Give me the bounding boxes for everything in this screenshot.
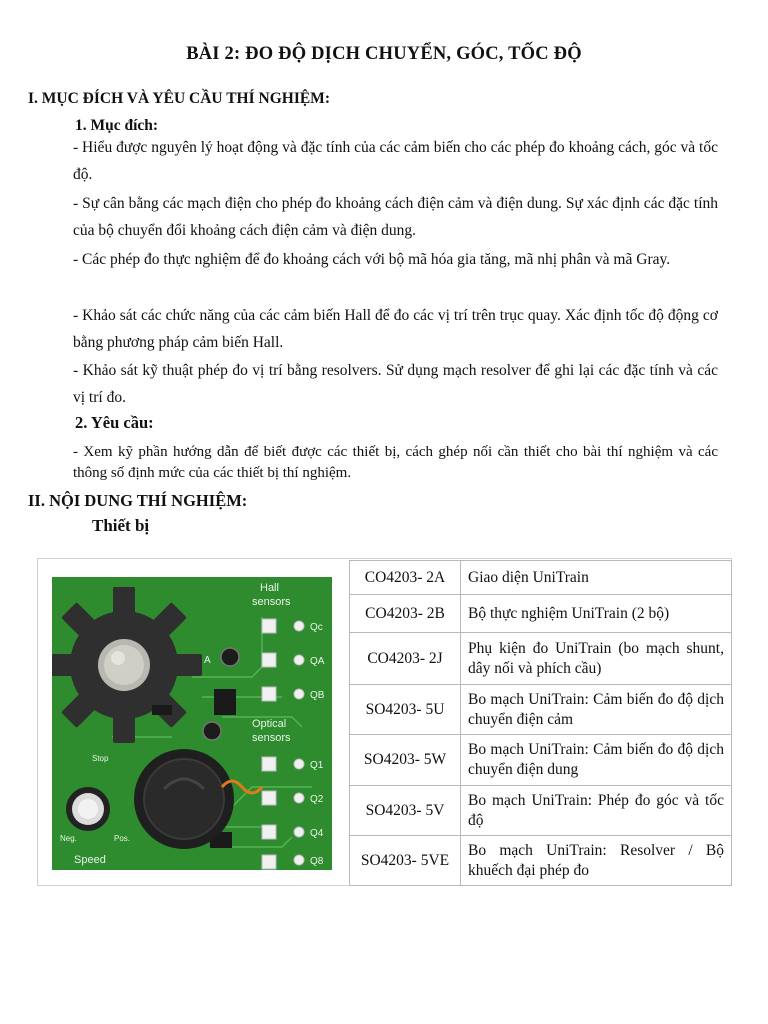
equipment-description: Phụ kiện đo UniTrain (bo mạch shunt, dây nối và phích cầu): [461, 633, 732, 685]
equipment-code: SO4203- 5V: [350, 786, 461, 836]
equipment-description: Bo mạch UniTrain: Cảm biến đo độ dịch chuyển điện dung: [461, 735, 732, 786]
equipment-code: SO4203- 5W: [350, 735, 461, 786]
label-a: A: [204, 655, 211, 666]
label-q8: Q8: [310, 856, 324, 867]
subheading-requirement: 2. Yêu cầu:: [75, 413, 154, 432]
equipment-code: CO4203- 2J: [350, 633, 461, 685]
label-q2: Q2: [310, 794, 324, 805]
capacitor: [221, 648, 239, 666]
table-row: [350, 786, 732, 836]
purpose-item-5: - Khảo sát kỹ thuật phép đo vị trí bằng resolvers. Sử dụng mạch resolver để ghi lại các đặc tính và các vị trí đo.: [73, 362, 718, 406]
table-row: [350, 633, 732, 685]
ic-chip: [152, 705, 172, 715]
equipment-description: Giao diện UniTrain: [461, 561, 732, 595]
encoder-wheel: [52, 587, 202, 743]
purpose-item-1: - Hiểu được nguyên lý hoạt động và đặc tính của các cảm biến cho các phép đo khoảng cách, góc và tốc độ.: [73, 139, 718, 183]
equipment-table: [349, 560, 732, 886]
label-qa: QA: [310, 656, 325, 667]
table-row: [350, 685, 732, 735]
equipment-code: SO4203- 5U: [350, 685, 461, 735]
equipment-description: Bộ thực nghiệm UniTrain (2 bộ): [461, 595, 732, 633]
label-qc: Qc: [310, 622, 323, 633]
label-optical-sensors: sensors: [252, 732, 291, 744]
ic-chip: [214, 689, 236, 715]
equipment-description: Bo mạch UniTrain: Cảm biến đo độ dịch chuyển điện cảm: [461, 685, 732, 735]
purpose-item-4: - Khảo sát các chức năng của các cảm biến Hall để đo các vị trí trên trục quay. Xác định tốc độ động cơ bằng phương pháp cảm biến Hall.: [73, 307, 718, 351]
label-q1: Q1: [310, 760, 324, 771]
label-neg: Neg.: [60, 834, 77, 843]
purpose-item-2: - Sự cân bằng các mạch điện cho phép đo khoảng cách điện cảm và điện dung. Sự xác định các đặc tính của bộ chuyển đổi khoảng cách điện cảm và điện dung.: [73, 195, 718, 239]
capacitor: [203, 722, 221, 740]
equipment-label: Thiết bị: [92, 516, 150, 535]
table-row: [350, 836, 732, 886]
equipment-description: Bo mạch UniTrain: Resolver / Bộ khuếch đại phép đo: [461, 836, 732, 886]
label-hall-sensors: sensors: [252, 596, 291, 608]
section-heading-content: II. NỘI DUNG THÍ NGHIỆM:: [28, 491, 248, 510]
speed-knob: [66, 787, 110, 831]
label-q4: Q4: [310, 828, 324, 839]
equipment-code: SO4203- 5VE: [350, 836, 461, 886]
label-optical: Optical: [252, 718, 287, 730]
requirement-text: - Xem kỹ phần hướng dẫn để biết được các thiết bị, cách ghép nối cần thiết cho bài thí nghiệm và các thông số định mức của các thiết bị thí nghiệm.: [73, 444, 718, 481]
unitrain-board-photo: [52, 577, 332, 870]
subheading-purpose: 1. Mục đích:: [75, 117, 159, 134]
equipment-code: CO4203- 2A: [350, 561, 461, 595]
equipment-description: Bo mạch UniTrain: Phép đo góc và tốc độ: [461, 786, 732, 836]
label-hall: Hall: [260, 582, 279, 594]
table-row: [350, 735, 732, 786]
label-qb: QB: [310, 690, 325, 701]
page-title: BÀI 2: ĐO ĐỘ DỊCH CHUYỂN, GÓC, TỐC ĐỘ: [186, 44, 582, 64]
equipment-code: CO4203- 2B: [350, 595, 461, 633]
table-row: [350, 595, 732, 633]
label-speed: Speed: [74, 854, 106, 866]
label-stop: Stop: [92, 754, 109, 763]
label-pos: Pos.: [114, 834, 131, 843]
purpose-item-3: - Các phép đo thực nghiệm để đo khoảng cách với bộ mã hóa gia tăng, mã nhị phân và mã Gray.: [73, 251, 671, 268]
section-heading-purpose: I. MỤC ĐÍCH VÀ YÊU CẦU THÍ NGHIỆM:: [28, 90, 330, 107]
table-row: [350, 561, 732, 595]
resolver-motor: [134, 749, 234, 849]
